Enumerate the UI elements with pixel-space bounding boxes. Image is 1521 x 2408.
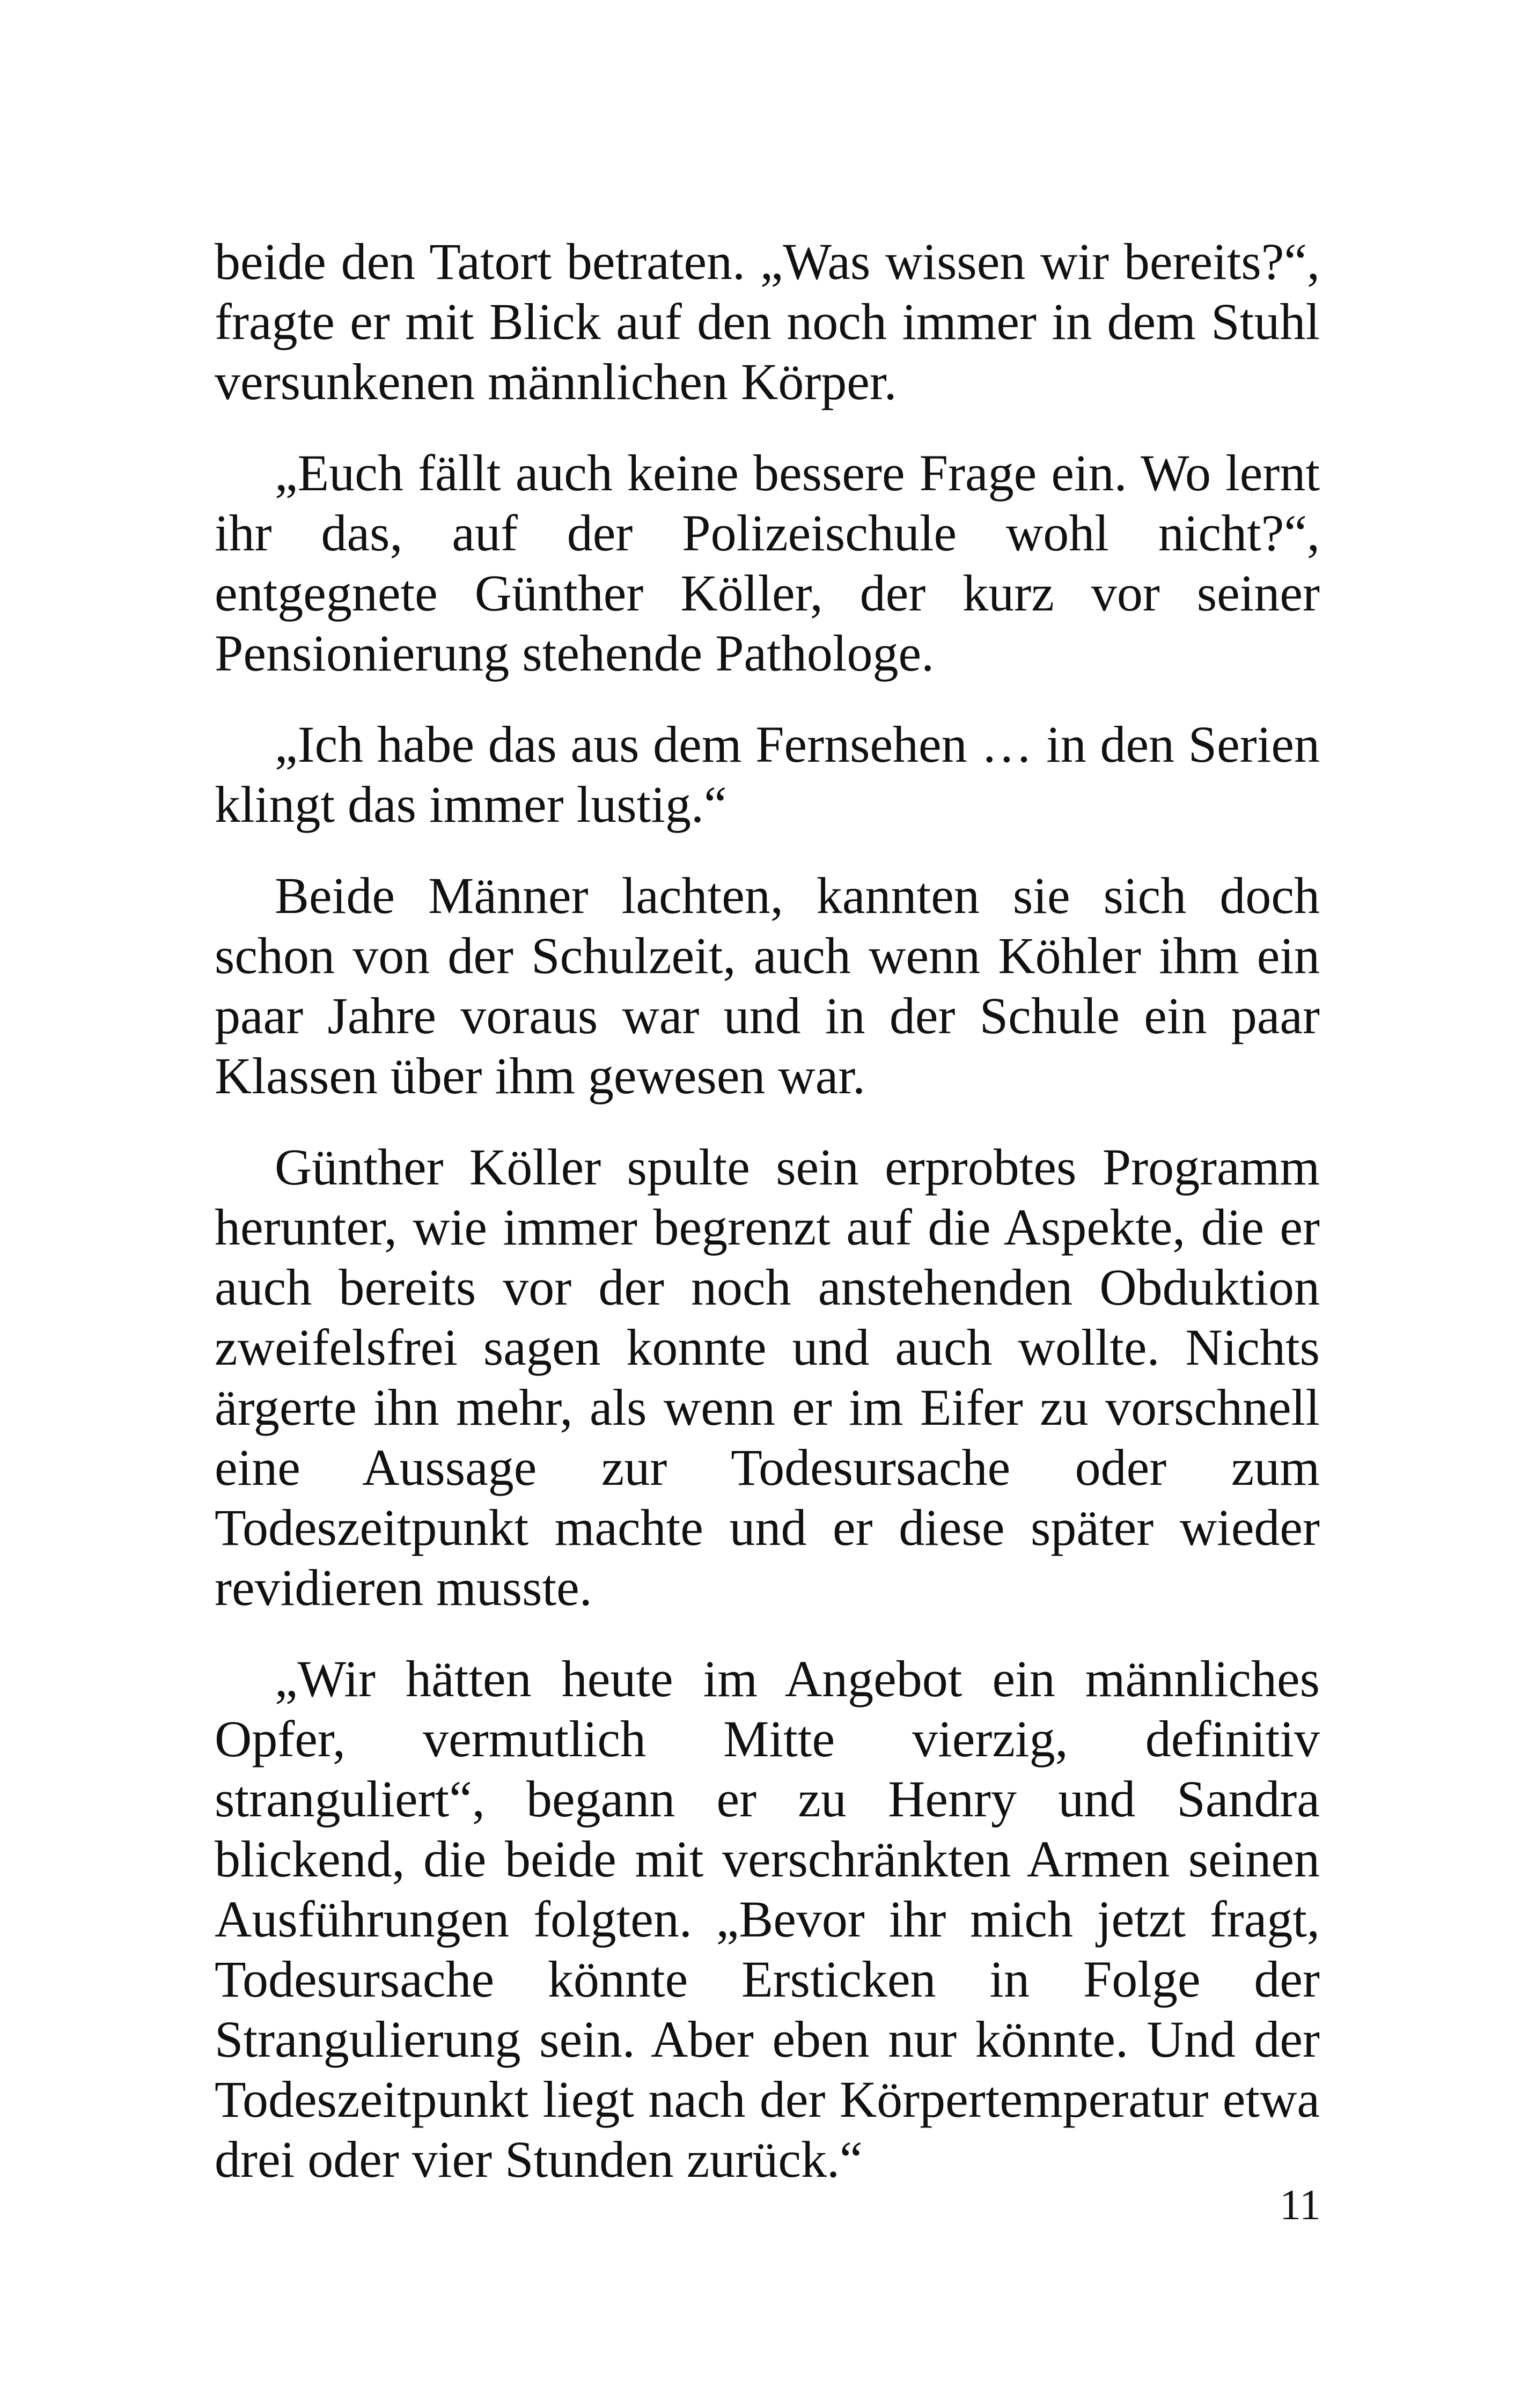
- paragraph-2: „Euch fällt auch keine bessere Frage ein. Wo lernt ihr das, auf der Polizeischule wohl nicht?“, entgegnete Günther Köller, der kurz vor seiner Pensionierung stehende Pathologe.: [215, 444, 1320, 682]
- paragraph-1: beide den Tatort betraten. „Was wissen wir bereits?“, fragte er mit Blick auf den noch immer in dem Stuhl versunkenen männlichen Körper.: [215, 233, 1320, 410]
- body-text: [215, 232, 1320, 2221]
- paragraph-4: Beide Männer lachten, kannten sie sich doch schon von der Schulzeit, auch wenn Köhler ihm ein paar Jahre voraus war und in der Schule ein paar Klassen über ihm gewesen war.: [215, 867, 1320, 1104]
- paragraph-6: „Wir hätten heute im Angebot ein männliches Opfer, vermutlich Mitte vierzig, definitiv stranguliert“, begann er zu Henry und Sandra blickend, die beide mit verschränkten Armen seinen Ausführungen folgten. „Bevor ihr mich jetzt fragt, Todesursache könnte Ersticken in Folge der Strangulierung sein. Aber eben nur könnte. Und der Todeszeitpunkt liegt nach der Körpertemperatur etwa drei oder vier Stunden zurück.“: [215, 1650, 1320, 2188]
- paragraph-3: „Ich habe das aus dem Fernsehen … in den Serien klingt das immer lustig.“: [215, 716, 1320, 833]
- page-number: 11: [1279, 2182, 1321, 2229]
- paragraph-5: Günther Köller spulte sein erprobtes Programm herunter, wie immer begrenzt auf die Aspekte, die er auch bereits vor der noch anstehenden Obduktion zweifelsfrei sagen konnte und auch wollte. Nichts ärgerte ihn mehr, als wenn er im Eifer zu vorschnell eine Aussage zur Todesursache oder zum Todeszeitpunkt machte und er diese später wieder revidieren musste.: [215, 1138, 1320, 1616]
